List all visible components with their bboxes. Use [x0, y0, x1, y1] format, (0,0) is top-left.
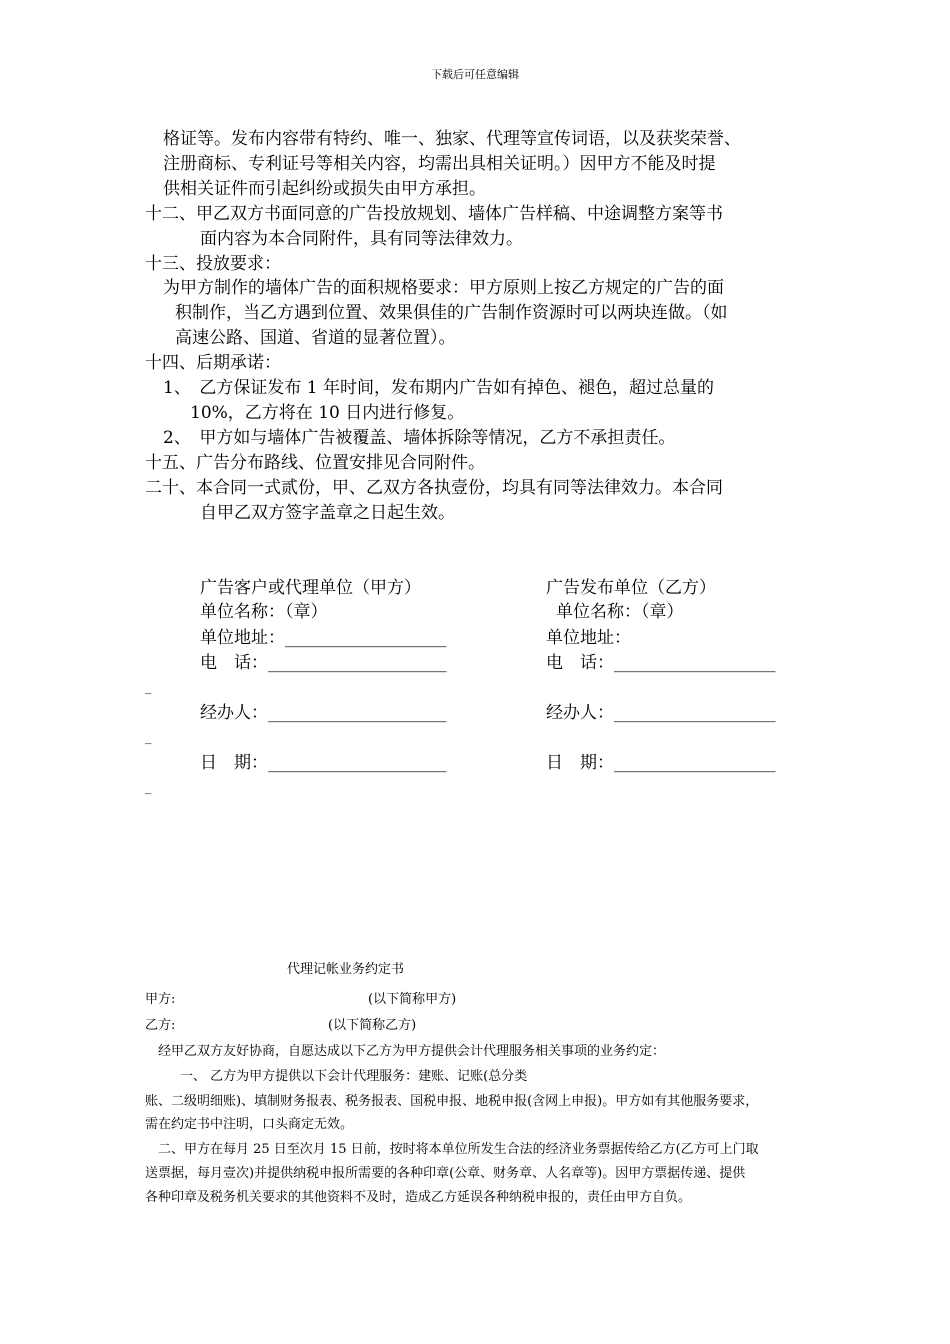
- party-a-name: 单位名称：（章）: [200, 602, 328, 622]
- party-b-phone: 电 话：___________________: [546, 653, 776, 673]
- page-header-note: 下载后可任意编辑: [431, 68, 519, 81]
- clause-20: 二十、本合同一式贰份，甲、乙双方各执壹份，均具有同等法律效力。本合同: [145, 478, 723, 498]
- party-a-phone: 电 话：_____________________: [200, 653, 447, 673]
- agreement-title: 代理记帐业务约定书: [287, 962, 405, 977]
- party-a-label: 甲方:: [145, 992, 176, 1007]
- agreement-item-2: 二、甲方在每月 25 日至次月 15 日前，按时将本单位所发生合法的经济业务票据传给乙方(乙方可上门取: [158, 1142, 759, 1157]
- agreement-line: 账、二级明细账)、填制财务报表、税务报表、国税申报、地税申报(含网上申报)。甲方如有其他服务要求，: [145, 1094, 759, 1109]
- party-b-label: 乙方:: [145, 1018, 176, 1033]
- stray-dash: _: [145, 680, 152, 695]
- clause-line: 自甲乙双方签字盖章之日起生效。: [200, 503, 455, 523]
- clause-14-item-2: 2、 甲方如与墙体广告被覆盖、墙体拆除等情况，乙方不承担责任。: [163, 428, 676, 448]
- party-a-title: 广告客户或代理单位（甲方）: [200, 578, 421, 598]
- clause-line: 为甲方制作的墙体广告的面积规格要求：甲方原则上按乙方规定的广告的面: [163, 278, 724, 298]
- party-b-handler: 经办人：___________________: [546, 703, 776, 723]
- clause-line: 10%，乙方将在 10 日内进行修复。: [190, 403, 465, 423]
- clause-line: 高速公路、国道、省道的显著位置）。: [175, 328, 456, 348]
- clause-line: 面内容为本合同附件，具有同等法律效力。: [200, 229, 523, 249]
- clause-line: 格证等。发布内容带有特约、唯一、独家、代理等宣传词语，以及获奖荣誉、: [163, 129, 741, 149]
- clause-14: 十四、后期承诺：: [145, 353, 281, 373]
- clause-line: 供相关证件而引起纠纷或损失由甲方承担。: [163, 179, 486, 199]
- party-b-title: 广告发布单位（乙方）: [546, 578, 716, 598]
- clause-12: 十二、甲乙双方书面同意的广告投放规划、墙体广告样稿、中途调整方案等书: [145, 204, 723, 224]
- agreement-line: 各种印章及税务机关要求的其他资料不及时，造成乙方延误各种纳税申报的，责任由甲方自负。: [145, 1190, 692, 1205]
- agreement-line: 需在约定书中注明，口头商定无效。: [145, 1117, 354, 1132]
- clause-14-item-1: 1、 乙方保证发布 1 年时间，发布期内广告如有掉色、褪色，超过总量的: [163, 378, 714, 398]
- party-b-name: 单位名称：（章）: [556, 602, 684, 622]
- party-a-address: 单位地址：___________________: [200, 628, 447, 648]
- clause-13: 十三、投放要求：: [145, 254, 281, 274]
- party-b-address: 单位地址：: [546, 628, 631, 648]
- stray-dash: _: [145, 730, 152, 745]
- stray-dash: _: [145, 780, 152, 795]
- party-a-date: 日 期：_____________________: [200, 753, 447, 773]
- agreement-line: 送票据，每月壹次)并提供纳税申报所需要的各种印章(公章、财务章、人名章等)。因甲方票据传递、提供: [145, 1166, 746, 1181]
- clause-line: 注册商标、专利证号等相关内容，均需出具相关证明。）因甲方不能及时提: [163, 154, 716, 174]
- party-b-note: (以下简称乙方): [328, 1018, 417, 1033]
- clause-line: 积制作，当乙方遇到位置、效果俱佳的广告制作资源时可以两块连做。（如: [175, 303, 728, 323]
- party-b-date: 日 期：___________________: [546, 753, 776, 773]
- party-a-handler: 经办人：_____________________: [200, 703, 447, 723]
- agreement-intro: 经甲乙双方友好协商，自愿达成以下乙方为甲方提供会计代理服务相关事项的业务约定：: [158, 1044, 666, 1059]
- clause-15: 十五、广告分布路线、位置安排见合同附件。: [145, 453, 485, 473]
- party-a-note: (以下简称甲方): [368, 992, 457, 1007]
- agreement-item-1: 一、 乙方为甲方提供以下会计代理服务：建账、记账(总分类: [180, 1069, 528, 1084]
